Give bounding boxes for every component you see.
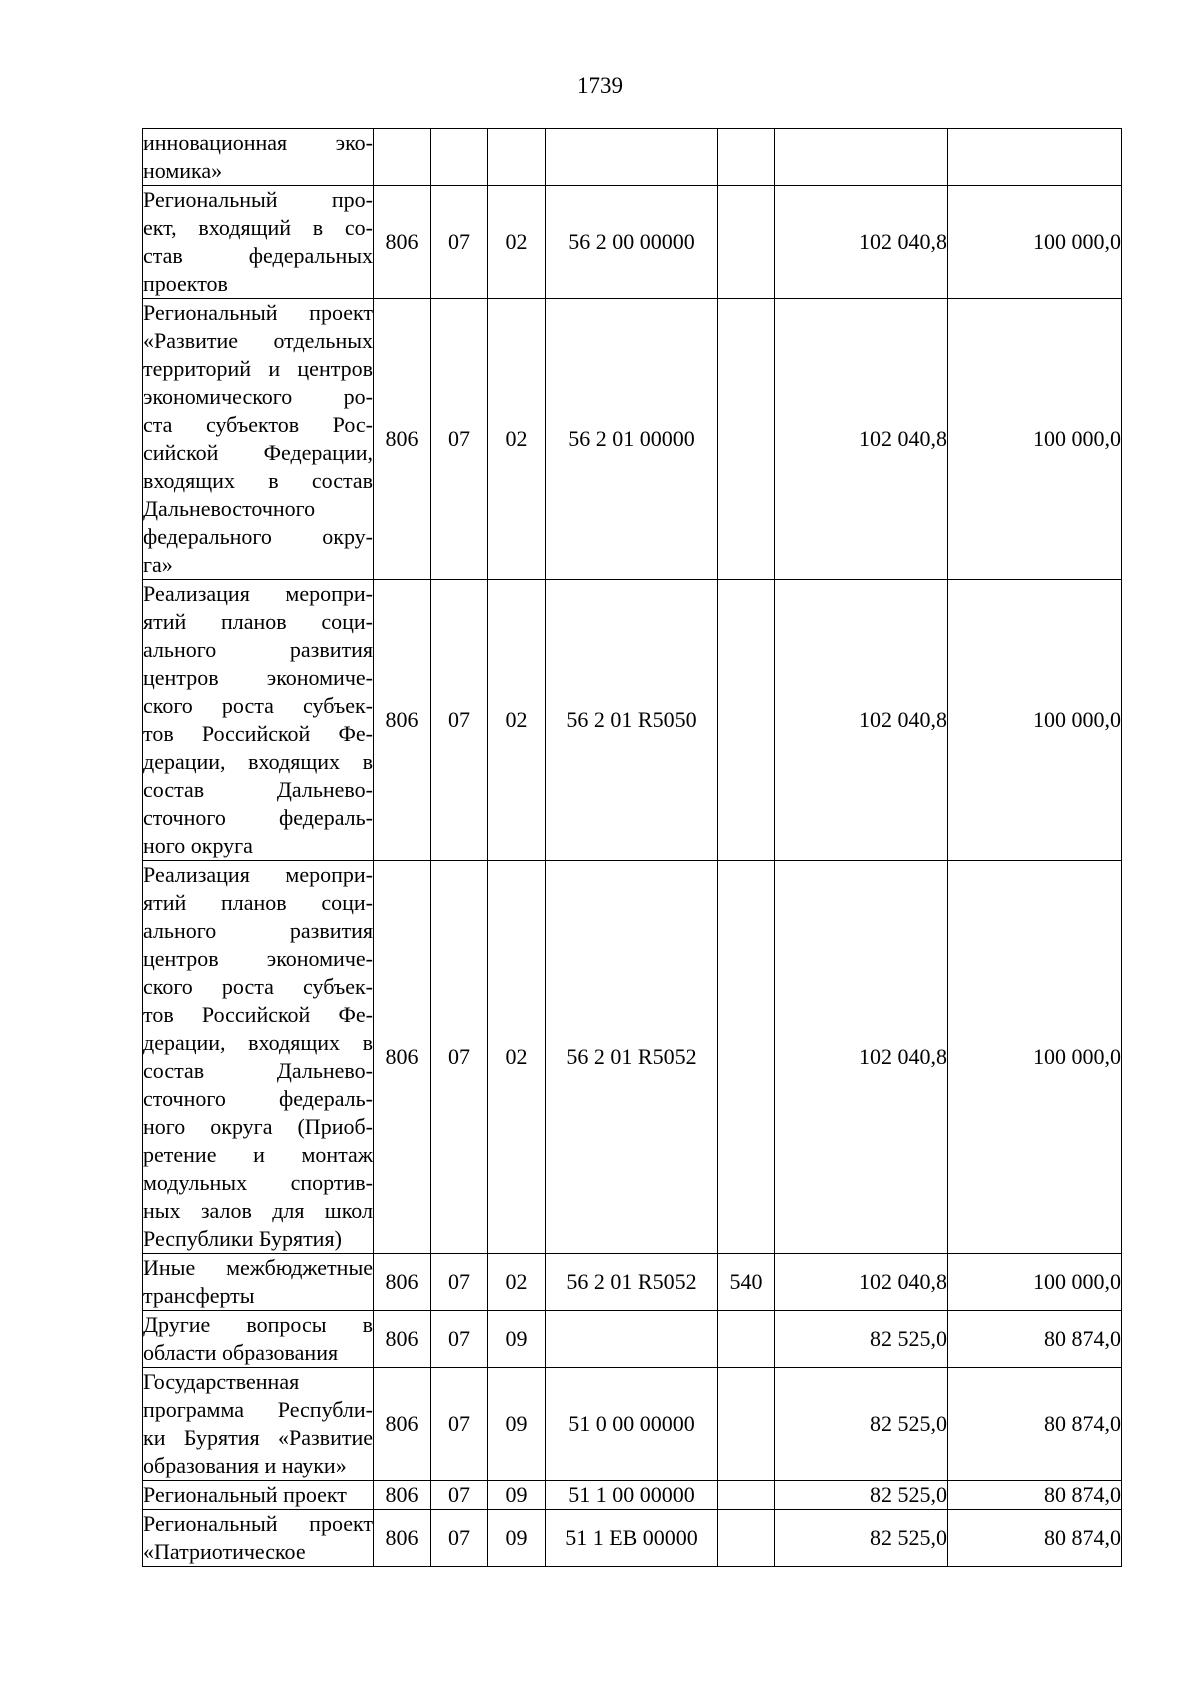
item-name-line: ального развития: [143, 918, 373, 943]
item-name-cell: [143, 129, 374, 186]
target-article-cell: 56 2 00 00000: [546, 186, 718, 299]
subsection-code-cell: 09: [488, 1311, 546, 1368]
item-name-line: тов Российской Фе-: [143, 721, 373, 746]
item-name-line: ных залов для школ: [143, 1198, 373, 1223]
section-code-cell: 07: [431, 1311, 488, 1368]
item-name-line: ского роста субъек-: [143, 974, 373, 999]
subsection-code-cell: 02: [488, 186, 546, 299]
table-row: [143, 1481, 1122, 1510]
grbs-code-cell: 806: [374, 1368, 431, 1481]
item-name-line: состав Дальнево-: [143, 1058, 373, 1083]
subsection-code-cell: 09: [488, 1481, 546, 1510]
item-name-line: входящих в состав: [143, 468, 373, 493]
item-name-line: Иные межбюджетные: [143, 1255, 373, 1280]
item-name-line: инновационная эко-: [143, 130, 373, 155]
section-code-cell: 07: [431, 186, 488, 299]
item-name-line: Региональный про-: [143, 187, 373, 212]
amount-year2-cell: 100 000,0: [948, 299, 1122, 580]
amount-year2-cell: 100 000,0: [948, 1254, 1122, 1311]
item-name-line: Дальневосточного: [143, 496, 316, 521]
item-name-cell: [143, 1510, 374, 1567]
item-name-line: ятий планов соци-: [143, 890, 373, 915]
item-name-line: Реализация меропри-: [143, 862, 373, 887]
item-name-line: «Развитие отдельных: [143, 328, 373, 353]
table-row: [143, 1510, 1122, 1567]
expense-type-cell: [718, 129, 775, 186]
expense-type-cell: [718, 1510, 775, 1567]
item-name-cell: [143, 1481, 374, 1510]
page-number: 1739: [577, 73, 623, 98]
expense-type-cell: [718, 1481, 775, 1510]
expense-type-cell: [718, 1368, 775, 1481]
amount-year2-cell: 100 000,0: [948, 186, 1122, 299]
section-code-cell: [431, 129, 488, 186]
item-name-line: центров экономиче-: [143, 665, 373, 690]
item-name-cell: [143, 299, 374, 580]
amount-year1-cell: 102 040,8: [775, 1254, 948, 1311]
expense-type-cell: 540: [718, 1254, 775, 1311]
subsection-code-cell: 09: [488, 1510, 546, 1567]
amount-year1-cell: 102 040,8: [775, 186, 948, 299]
subsection-code-cell: 02: [488, 580, 546, 861]
item-name-line: трансферты: [143, 1283, 255, 1308]
section-code-cell: 07: [431, 1368, 488, 1481]
item-name-line: став федеральных: [143, 243, 373, 268]
expense-type-cell: [718, 186, 775, 299]
grbs-code-cell: 806: [374, 186, 431, 299]
item-name-line: экономического ро-: [143, 384, 373, 409]
target-article-cell: [546, 1311, 718, 1368]
table-body: [143, 129, 1122, 1567]
budget-table: [142, 128, 1122, 1567]
item-name-line: федерального окру-: [143, 524, 373, 549]
amount-year1-cell: 82 525,0: [775, 1510, 948, 1567]
expense-type-cell: [718, 861, 775, 1254]
item-name-line: проектов: [143, 271, 228, 296]
item-name-line: сточного федераль-: [143, 805, 373, 830]
amount-year2-cell: 80 874,0: [948, 1510, 1122, 1567]
item-name-line: области образования: [143, 1340, 339, 1365]
item-name-line: ки Бурятия «Развитие: [143, 1425, 373, 1450]
item-name-line: сточного федераль-: [143, 1086, 373, 1111]
target-article-cell: 51 1 EB 00000: [546, 1510, 718, 1567]
section-code-cell: 07: [431, 1510, 488, 1567]
section-code-cell: 07: [431, 861, 488, 1254]
item-name-line: Государственная: [143, 1369, 300, 1394]
item-name-line: тов Российской Фе-: [143, 1002, 373, 1027]
amount-year2-cell: 100 000,0: [948, 580, 1122, 861]
item-name-line: состав Дальнево-: [143, 777, 373, 802]
item-name-cell: [143, 186, 374, 299]
item-name-line: ятий планов соци-: [143, 609, 373, 634]
grbs-code-cell: 806: [374, 299, 431, 580]
subsection-code-cell: 02: [488, 861, 546, 1254]
item-name-line: ект, входящий в со-: [143, 215, 373, 240]
item-name-line: Реализация меропри-: [143, 581, 373, 606]
expense-type-cell: [718, 299, 775, 580]
target-article-cell: [546, 129, 718, 186]
item-name-line: программа Республи-: [143, 1397, 373, 1422]
table-row: [143, 129, 1122, 186]
grbs-code-cell: 806: [374, 861, 431, 1254]
item-name-line: ского роста субъек-: [143, 693, 373, 718]
expense-type-cell: [718, 580, 775, 861]
item-name-line: Региональный проект: [143, 1511, 373, 1536]
item-name-line: ного округа (Приоб-: [143, 1114, 373, 1139]
expense-type-cell: [718, 1311, 775, 1368]
item-name-line: га»: [143, 552, 173, 577]
item-name-line: территорий и центров: [143, 356, 373, 381]
item-name-line: ретение и монтаж: [143, 1142, 373, 1167]
amount-year1-cell: 82 525,0: [775, 1481, 948, 1510]
item-name-line: ного округа: [143, 833, 253, 858]
item-name-line: номика»: [143, 158, 223, 183]
subsection-code-cell: 09: [488, 1368, 546, 1481]
table-row: [143, 1311, 1122, 1368]
amount-year2-cell: [948, 129, 1122, 186]
amount-year1-cell: 82 525,0: [775, 1311, 948, 1368]
item-name-line: дерации, входящих в: [143, 749, 373, 774]
item-name-line: Республики Бурятия): [143, 1226, 342, 1251]
target-article-cell: 56 2 01 R5050: [546, 580, 718, 861]
item-name-cell: [143, 580, 374, 861]
item-name-line: Региональный проект: [143, 300, 373, 325]
section-code-cell: 07: [431, 1481, 488, 1510]
item-name-line: образования и науки»: [143, 1453, 347, 1478]
section-code-cell: 07: [431, 580, 488, 861]
item-name-line: центров экономиче-: [143, 946, 373, 971]
item-name-line: дерации, входящих в: [143, 1030, 373, 1055]
grbs-code-cell: [374, 129, 431, 186]
item-name-line: сийской Федерации,: [143, 440, 373, 465]
subsection-code-cell: [488, 129, 546, 186]
target-article-cell: 51 1 00 00000: [546, 1481, 718, 1510]
item-name-line: Региональный проект: [143, 1482, 347, 1507]
grbs-code-cell: 806: [374, 1254, 431, 1311]
amount-year1-cell: 82 525,0: [775, 1368, 948, 1481]
subsection-code-cell: 02: [488, 299, 546, 580]
target-article-cell: 51 0 00 00000: [546, 1368, 718, 1481]
amount-year2-cell: 100 000,0: [948, 861, 1122, 1254]
subsection-code-cell: 02: [488, 1254, 546, 1311]
target-article-cell: 56 2 01 R5052: [546, 1254, 718, 1311]
amount-year1-cell: [775, 129, 948, 186]
grbs-code-cell: 806: [374, 580, 431, 861]
section-code-cell: 07: [431, 299, 488, 580]
grbs-code-cell: 806: [374, 1510, 431, 1567]
amount-year2-cell: 80 874,0: [948, 1311, 1122, 1368]
item-name-cell: [143, 1368, 374, 1481]
amount-year2-cell: 80 874,0: [948, 1368, 1122, 1481]
item-name-line: ста субъектов Рос-: [143, 412, 373, 437]
target-article-cell: 56 2 01 00000: [546, 299, 718, 580]
section-code-cell: 07: [431, 1254, 488, 1311]
table-row: [143, 186, 1122, 299]
table-row: [143, 861, 1122, 1254]
table-row: [143, 1254, 1122, 1311]
item-name-cell: [143, 861, 374, 1254]
item-name-line: модульных спортив-: [143, 1170, 373, 1195]
amount-year1-cell: 102 040,8: [775, 299, 948, 580]
item-name-line: Другие вопросы в: [143, 1312, 373, 1337]
item-name-line: «Патриотическое: [143, 1539, 306, 1564]
amount-year2-cell: 80 874,0: [948, 1481, 1122, 1510]
item-name-line: ального развития: [143, 637, 373, 662]
table-row: [143, 580, 1122, 861]
table-row: [143, 1368, 1122, 1481]
item-name-cell: [143, 1311, 374, 1368]
item-name-cell: [143, 1254, 374, 1311]
amount-year1-cell: 102 040,8: [775, 580, 948, 861]
target-article-cell: 56 2 01 R5052: [546, 861, 718, 1254]
grbs-code-cell: 806: [374, 1481, 431, 1510]
grbs-code-cell: 806: [374, 1311, 431, 1368]
table-row: [143, 299, 1122, 580]
amount-year1-cell: 102 040,8: [775, 861, 948, 1254]
